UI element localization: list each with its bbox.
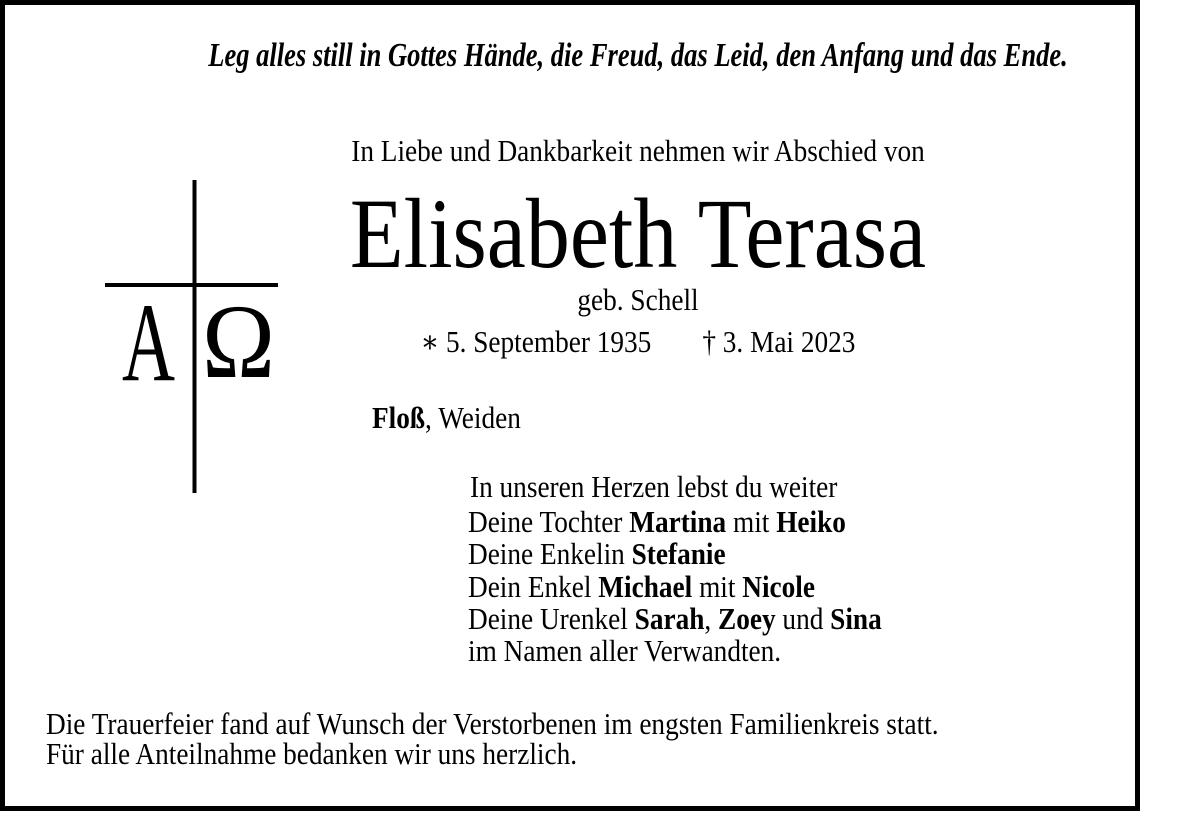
closing-paragraph [46, 706, 939, 772]
closing-line: Die Trauerfeier fand auf Wunsch der Verstorbenen im engsten Familienkreis statt. [46, 706, 939, 741]
death-date: † 3. Mai 2023 [702, 324, 856, 359]
maiden-name: geb. Schell [577, 282, 699, 317]
omega-letter: Ω [202, 283, 275, 400]
alpha-omega-cross-emblem [98, 173, 288, 498]
mourners-list [468, 506, 882, 667]
residence-city: Floß [372, 400, 426, 435]
mourner-line: Dein Enkel Michael mit Nicole [468, 568, 815, 604]
birth-date: ∗ 5. September 1935 [420, 324, 652, 359]
mourner-line: Deine Tochter Martina mit Heiko [468, 504, 846, 539]
mourner-line: Deine Enkelin Stefanie [468, 536, 726, 572]
residence-line [372, 400, 521, 436]
life-dates [421, 324, 856, 360]
mourner-line: im Namen aller Verwandten. [468, 633, 782, 669]
mourner-line: Deine Urenkel Sarah, Zoey und Sina [468, 600, 882, 636]
residence-rest: , Weiden [425, 400, 521, 435]
opening-quote: Leg alles still in Gottes Hände, die Freud, das Leid, den Anfang und das Ende. [208, 37, 1068, 74]
intro-line: In Liebe und Dankbarkeit nehmen wir Abschied von [351, 133, 925, 168]
memorial-line: In unseren Herzen lebst du weiter [470, 469, 838, 504]
alpha-letter: A [122, 281, 176, 405]
deceased-name: Elisabeth Terasa [349, 178, 927, 289]
closing-line: Für alle Anteilnahme bedanken wir uns herzlich. [46, 736, 578, 772]
